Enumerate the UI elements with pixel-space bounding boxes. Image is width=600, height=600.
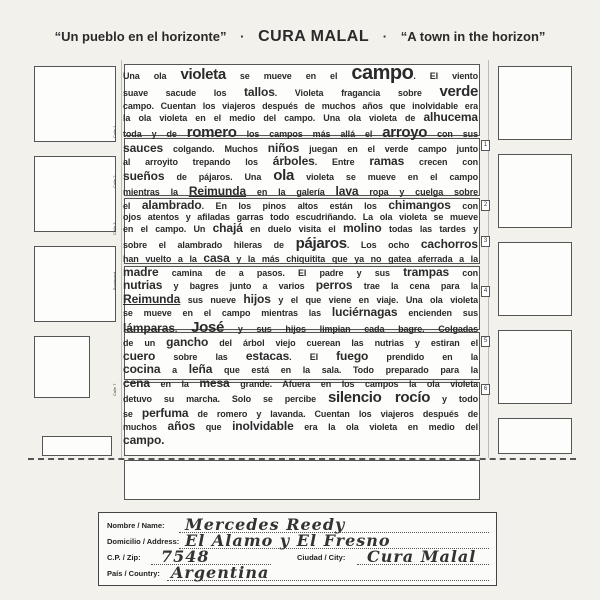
poem-fragment: . El viento: [413, 71, 478, 81]
poem-fragment: . Violeta fragancia sobre: [274, 88, 440, 99]
page-header: [0, 28, 600, 46]
address-value[interactable]: El Alamo y El Fresno: [185, 531, 391, 550]
poem-keyword: Reimunda: [123, 292, 181, 306]
poem-keyword: Reimunda: [188, 185, 247, 199]
poem-fragment: . En los pinos altos están los: [201, 200, 389, 211]
poem-line: [123, 377, 478, 390]
poem-text: [123, 62, 478, 447]
poem-fragment: ropa y cuelga sobre: [358, 187, 478, 198]
name-value[interactable]: Mercedes Reedy: [185, 515, 346, 534]
poem-fragment: mientras la: [123, 187, 189, 198]
country-label: País / Country:: [107, 569, 160, 578]
poem-fragment: todas las tardes y: [381, 224, 478, 235]
poem-keyword: romero: [186, 124, 237, 141]
map-block: [42, 436, 112, 456]
poem-line: [123, 434, 478, 447]
poem-fragment: en el campo. Un: [123, 224, 213, 235]
poem-keyword: molino: [342, 222, 382, 236]
map-block: [124, 460, 480, 500]
poem-fragment: violeta se mueve en el campo: [294, 172, 478, 183]
poem-fragment: la ola violeta en el medio del campo. Una ola violeta de: [123, 113, 424, 124]
poem-fragment: el: [123, 200, 142, 211]
poem-keyword: ramas: [369, 154, 405, 168]
city-value[interactable]: Cura Malal: [367, 547, 477, 566]
poem-fragment: con: [449, 267, 478, 278]
poem-keyword: silencio rocío: [328, 390, 431, 407]
poem-fragment: grande. Afuera en los campos la ola violeta: [229, 378, 478, 389]
poem-fragment: prendido en la: [368, 351, 478, 362]
poem-fragment: . El: [289, 351, 337, 362]
poem-fragment: y bagres junto a varios: [162, 281, 316, 292]
poem-fragment: y el que viene en viaje. Una ola violeta: [270, 294, 478, 305]
poem-keyword: años: [167, 420, 196, 434]
poem-keyword: alambrado: [141, 198, 202, 212]
poem-keyword: leña: [188, 363, 213, 377]
poem-line: [123, 185, 478, 198]
name-label: Nombre / Name:: [107, 521, 165, 530]
zip-value[interactable]: 7548: [161, 547, 210, 566]
poem-keyword: sauces: [123, 141, 164, 155]
block-number: 2: [481, 200, 490, 211]
poem-keyword: cocina: [123, 363, 161, 377]
poem-line: [123, 407, 478, 420]
poem-fragment: con: [450, 200, 478, 211]
poem-keyword: verde: [439, 84, 478, 101]
poem-line: [123, 363, 478, 376]
poem-line: [123, 390, 478, 407]
poem-keyword: estacas: [245, 349, 290, 363]
poem-fragment: Una ola: [123, 71, 181, 81]
poem-keyword: chajá: [212, 222, 243, 236]
map-block: [498, 330, 572, 404]
poem-line: [123, 111, 478, 124]
poem-line: [123, 62, 478, 84]
poem-keyword: lámparas: [123, 320, 175, 335]
map-block: [34, 336, 90, 398]
poem-fragment: sus nueve: [180, 294, 244, 305]
city-label: Ciudad / City:: [297, 553, 346, 562]
poem-line: [123, 142, 478, 155]
block-number: 4: [481, 286, 490, 297]
spanish-tagline: “Un pueblo en el horizonte”: [54, 29, 227, 44]
poem-line: [123, 293, 478, 306]
poem-keyword: perros: [315, 279, 353, 293]
poem-line: [123, 212, 478, 222]
poem-keyword: inolvidable: [232, 420, 294, 434]
poem-keyword: sueños: [123, 169, 165, 184]
poem-keyword: pájaros: [295, 235, 347, 252]
poem-line: [123, 252, 478, 265]
poem-fragment: que está en la sala. Todo preparado para la: [212, 365, 478, 376]
poem-fragment: que: [195, 422, 233, 433]
poem-fragment: al arroyito trepando los: [123, 156, 273, 167]
poem-line: [123, 279, 478, 292]
poem-line: [123, 236, 478, 253]
map-block: [498, 154, 572, 228]
block-number: 5: [481, 336, 490, 347]
english-tagline: “A town in the horizon”: [400, 29, 546, 44]
poem-keyword: perfuma: [141, 406, 189, 420]
poem-fragment: juegan en el verde campo junto: [299, 143, 478, 154]
street-label: Calle 2: [112, 175, 117, 188]
poem-fragment: han vuelto a la: [123, 254, 204, 265]
country-value[interactable]: Argentina: [171, 563, 270, 582]
poem-keyword: casa: [203, 252, 230, 266]
poem-fragment: colgando. Muchos: [163, 143, 268, 154]
poem-keyword: campo: [351, 62, 414, 84]
road: [121, 60, 122, 458]
block-number: 3: [481, 236, 490, 247]
poem-fragment: ojos atentos y afiladas garras todo escudriñando. La ola violeta se mueve: [123, 212, 478, 223]
poem-keyword: madre: [123, 265, 159, 279]
block-number: 1: [481, 140, 490, 151]
poem-keyword: hijos: [243, 292, 271, 306]
map-block: [498, 418, 572, 454]
poem-keyword: ola: [273, 168, 295, 185]
street-label: Boulevard: [112, 271, 117, 290]
poem-line: [123, 168, 478, 185]
poem-keyword: gancho: [166, 336, 209, 350]
poem-line: [123, 199, 478, 212]
poem-fragment: y sus hijos limpian cada bagre. Colgadas: [224, 323, 478, 334]
poem-fragment: con sus: [427, 128, 478, 139]
street-label: Calle 1: [112, 125, 117, 138]
poem-line: [123, 155, 478, 168]
poem-fragment: a: [160, 365, 189, 376]
poem-fragment: los campos más allá el: [236, 128, 383, 139]
poem-fragment: suave sacude los: [123, 88, 245, 99]
poem-line: [123, 125, 478, 142]
poem-fragment: en la galería: [246, 187, 336, 198]
address-form: [98, 512, 497, 586]
poem-keyword: chimangos: [388, 198, 451, 212]
poem-fragment: y todo: [430, 394, 478, 405]
poem-fragment: camina de a pasos. El padre y sus: [158, 267, 404, 278]
poem-line: [123, 222, 478, 235]
map-block: [498, 242, 572, 316]
poem-fragment: encienden sus: [397, 308, 478, 319]
poem-fragment: . Los ocho: [346, 239, 421, 250]
poem-keyword: niños: [267, 141, 300, 155]
poem-keyword: árboles: [272, 154, 315, 168]
poem-line: [123, 306, 478, 319]
poem-keyword: cuero: [123, 349, 156, 363]
poem-fragment: en duelo visita el: [242, 224, 343, 235]
poem-line: [123, 320, 478, 337]
town-title: CURA MALAL: [258, 28, 370, 45]
map-block: [34, 66, 116, 142]
zip-label: C.P. / Zip:: [107, 553, 141, 562]
address-label: Domicilio / Address:: [107, 537, 180, 546]
poem-keyword: luciérnagas: [331, 306, 398, 320]
poem-line: [123, 84, 478, 101]
poem-line: [123, 101, 478, 111]
poem-fragment: y la más chiquitita que ya no gatea aferrada a la: [229, 254, 478, 265]
poem-keyword: José: [191, 319, 225, 336]
poem-fragment: de pájaros. Una: [164, 172, 274, 183]
street-label: Calle 7: [112, 383, 117, 396]
poem-fragment: detuvo su marcha. Solo se percibe: [123, 394, 329, 405]
poem-fragment: .: [174, 323, 192, 334]
poem-keyword: mesa: [199, 376, 230, 390]
poem-fragment: se mueve en el campo mientras las: [123, 308, 332, 319]
poem-keyword: cena: [123, 376, 150, 390]
poem-fragment: muchos: [123, 422, 168, 433]
poem-fragment: del árbol viejo cuerean las nutrias y estiran el: [208, 338, 478, 349]
poem-keyword: arroyo: [382, 124, 428, 141]
poem-fragment: sobre las: [155, 351, 246, 362]
poem-fragment: de romero y lavanda. Cuentan los viajeros después de: [188, 408, 478, 419]
map-block: [498, 66, 572, 140]
map-block: [34, 156, 116, 232]
poem-keyword: nutrias: [123, 279, 163, 293]
poem-keyword: tallos: [244, 85, 275, 100]
poem-keyword: trampas: [403, 265, 450, 279]
poem-keyword: lava: [335, 185, 359, 199]
separator: ·: [240, 29, 245, 44]
poem-fragment: de un: [123, 338, 167, 349]
road: [488, 60, 489, 458]
poem-fragment: toda y de: [123, 128, 187, 139]
railway-line: [28, 458, 576, 460]
block-number: 6: [481, 384, 490, 395]
poem-keyword: alhucema: [423, 111, 478, 125]
poem-fragment: se: [123, 408, 142, 419]
poem-keyword: violeta: [180, 66, 226, 83]
poem-keyword: campo.: [123, 433, 165, 447]
poem-fragment: sobre el alambrado hileras de: [123, 239, 296, 250]
poem-fragment: en la: [149, 378, 200, 389]
poem-line: [123, 336, 478, 349]
separator: ·: [382, 29, 388, 44]
poem-keyword: fuego: [336, 349, 369, 363]
street-label: Calle 3: [112, 222, 117, 235]
map-block: [34, 246, 116, 322]
poem-fragment: crecen con: [404, 156, 478, 167]
poem-fragment: era la ola violeta en medio del: [293, 422, 478, 433]
poem-fragment: trae la cena para la: [352, 281, 478, 292]
poem-keyword: cachorros: [420, 236, 478, 251]
poem-fragment: se mueve en el: [225, 71, 352, 81]
poem-line: [123, 420, 478, 433]
poem-line: [123, 266, 478, 279]
poem-fragment: . Entre: [314, 156, 370, 167]
poem-fragment: campo. Cuentan los viajeros después de muchos años que inolvidable era: [123, 101, 478, 112]
poem-line: [123, 350, 478, 363]
